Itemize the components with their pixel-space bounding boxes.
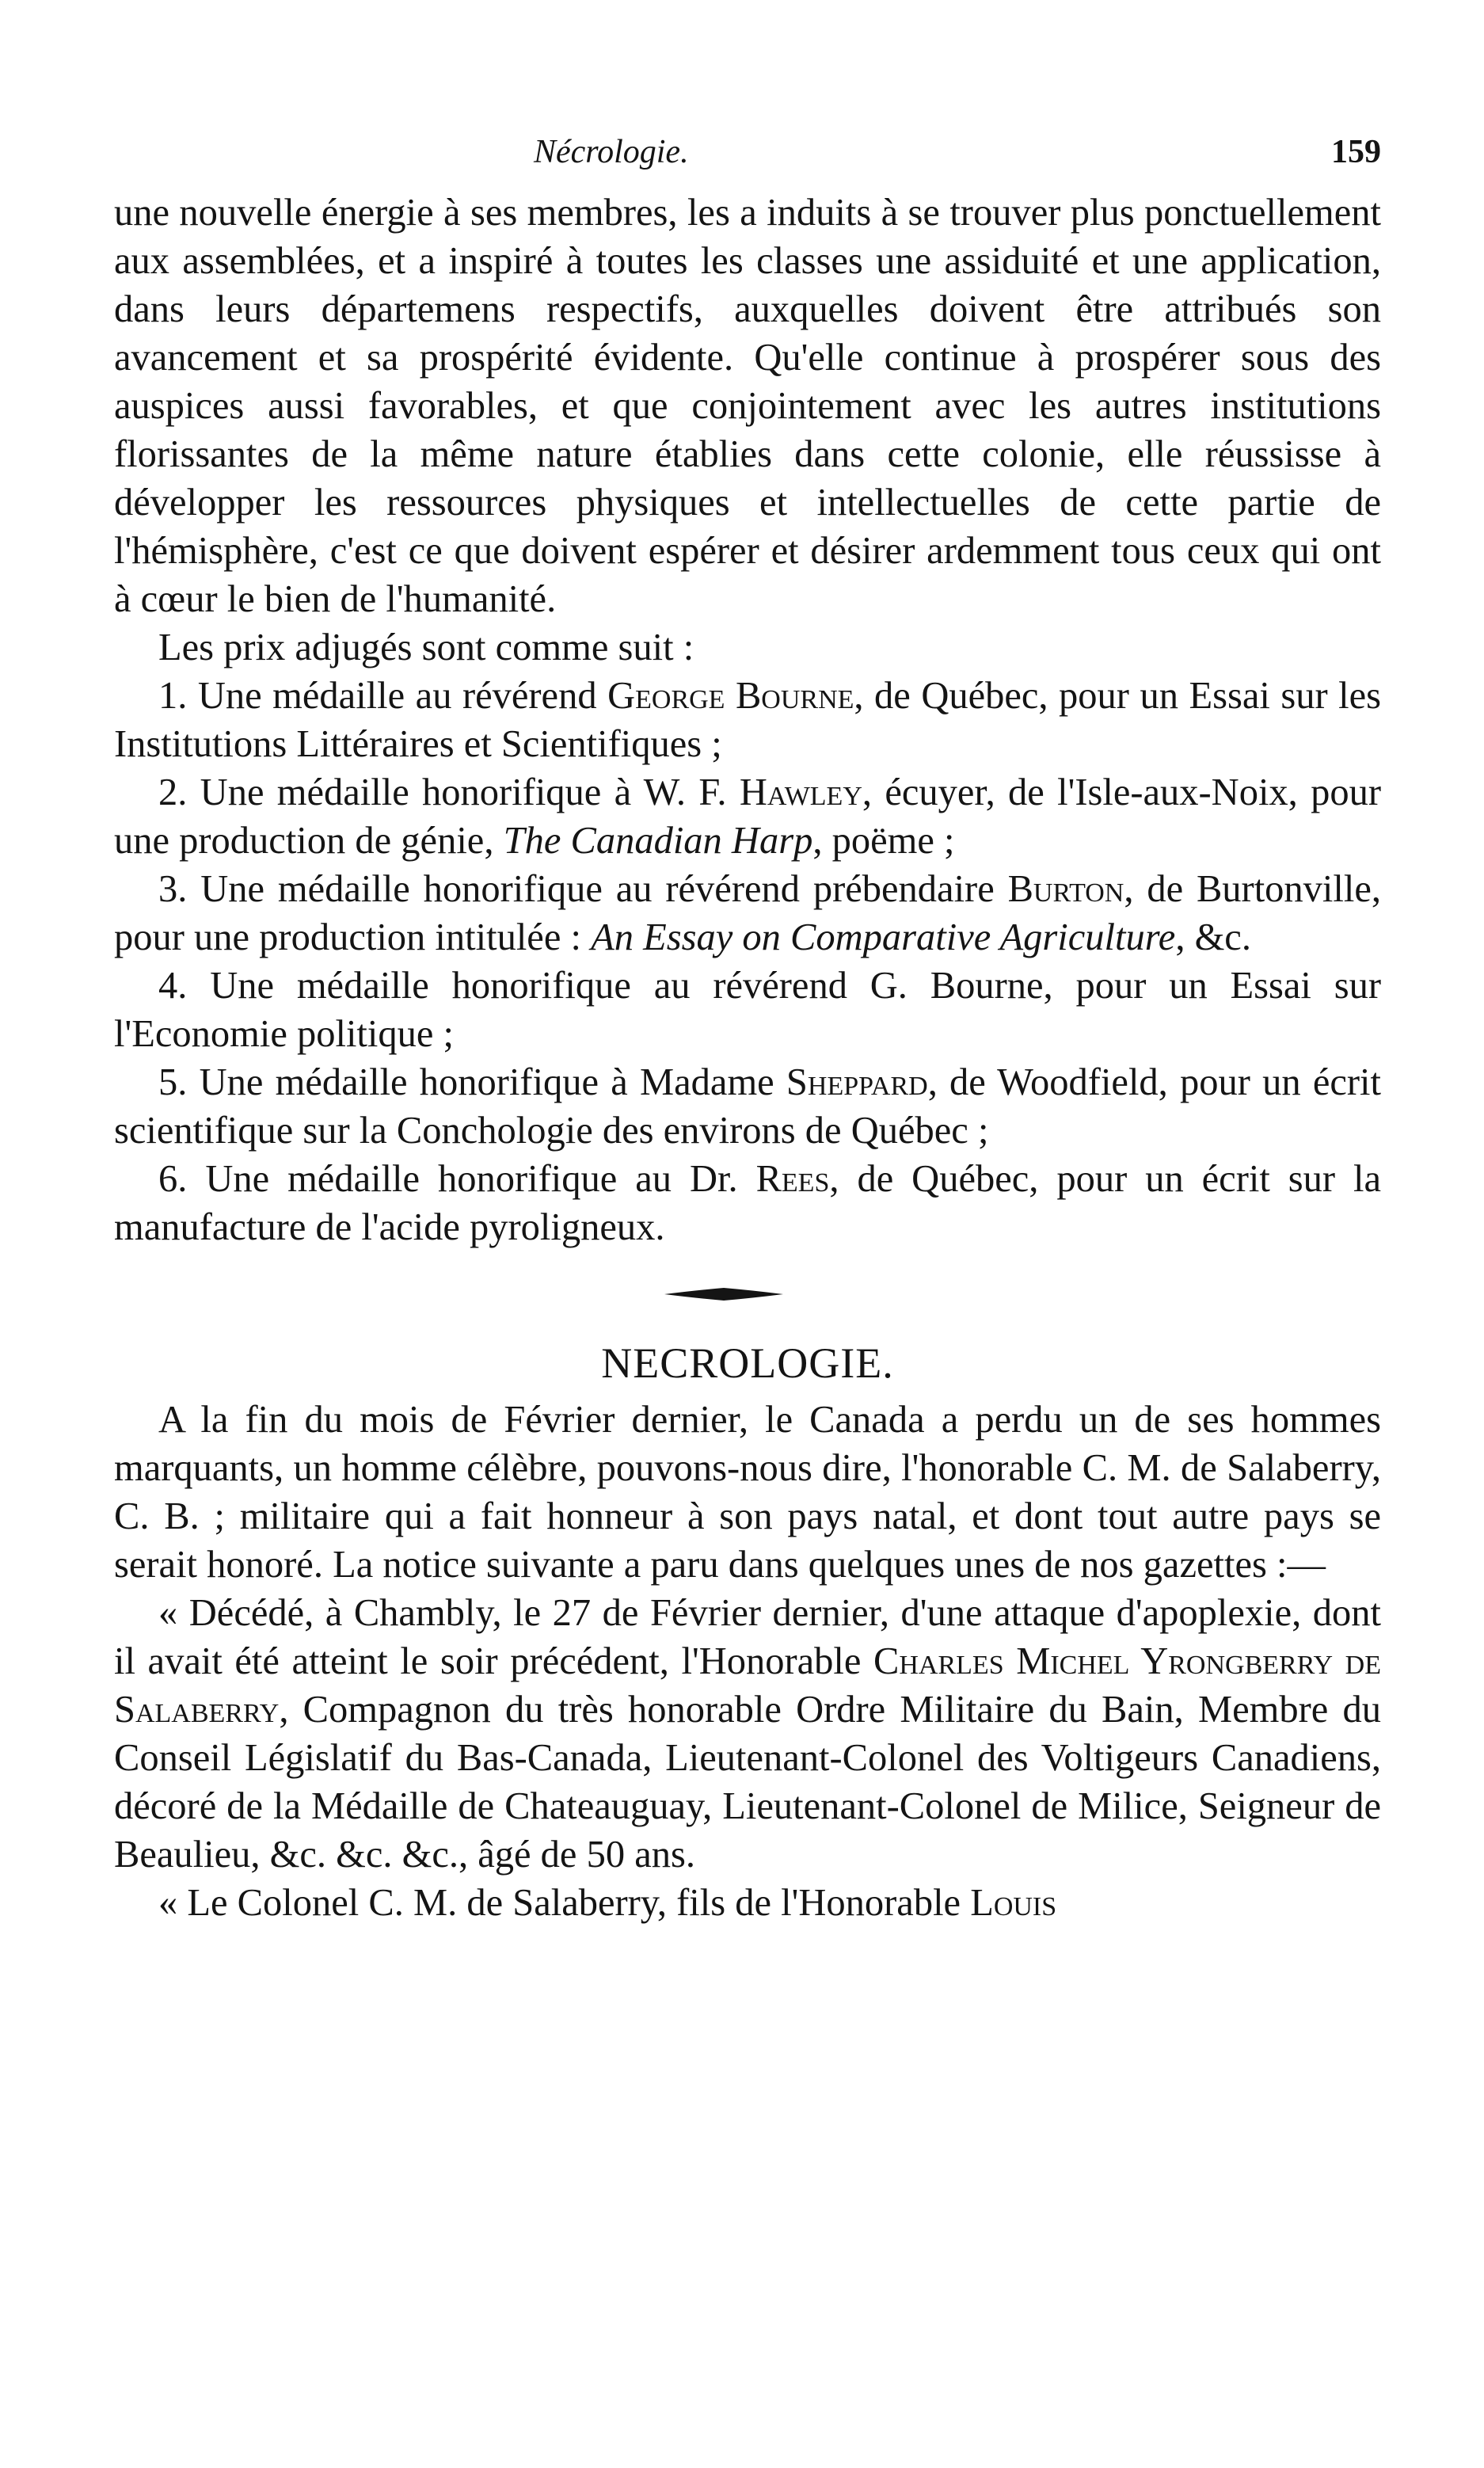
prize-5-text: 5. Une médaille honorifique à Madame xyxy=(158,1061,786,1103)
book-page xyxy=(114,133,1381,1927)
prize-item-2 xyxy=(114,768,1381,865)
body-text xyxy=(114,189,1381,1927)
prize-1-rest: , de Québec, pour un Essai sur les Institutions Littéraires et Scientifiques ; xyxy=(114,675,1381,765)
prize-3-middle: , de Burtonville, pour une production intitulée : xyxy=(114,868,1381,958)
running-title: Nécrologie. xyxy=(534,134,689,170)
death-notice-paragraph xyxy=(114,1589,1381,1879)
prize-2-text: 2. Une médaille honorifique à W. F. xyxy=(158,771,740,813)
prize-item-1 xyxy=(114,672,1381,768)
prize-2-rest: , poëme ; xyxy=(812,820,955,862)
prize-1-recipient: George Bourne xyxy=(607,675,854,717)
prize-5-recipient: Sheppard xyxy=(786,1061,928,1103)
prize-5-rest: , de Woodfield, pour un écrit scientifique sur la Conchologie des environs de Québec ; xyxy=(114,1061,1381,1152)
prize-item-4: 4. Une médaille honorifique au révérend G. Bourne, pour un Essai sur l'Economie politique ; xyxy=(114,965,1381,1055)
section-heading: NECROLOGIE. xyxy=(601,1339,894,1387)
prize-1-text: 1. Une médaille au révérend xyxy=(158,675,608,717)
biography-paragraph xyxy=(114,1879,1381,1927)
prize-item-3 xyxy=(114,865,1381,962)
continuation-paragraph: une nouvelle énergie à ses membres, les a induits à se trouver plus ponctuellement aux assemblées, et a inspiré à toutes les classes une assiduité et une application, dans leurs départemens respectifs, auxquelles doivent être attribués son avancement et sa prospérité évidente. Qu'elle continue à prospérer sous des auspices aussi favorables, et que conjointement avec les autres institutions florissantes de la même nature établies dans cette colonie, elle réussisse à développer les ressources physiques et intellectuelles de cette partie de l'hémisphère, c'est ce que doivent espérer et désirer ardemment tous ceux qui ont à cœur le bien de l'humanité. xyxy=(114,192,1381,620)
prize-3-rest: , &c. xyxy=(1175,916,1251,958)
ornament-rule-icon xyxy=(664,1286,783,1302)
prizes-intro: Les prix adjugés sont comme suit : xyxy=(158,627,694,668)
death-notice-rest: , Compagnon du très honorable Ordre Militaire du Bain, Membre du Conseil Législatif du Bas-Canada, Lieutenant-Colonel des Voltigeurs Canadiens, décoré de la Médaille de Chateauguay, Lieutenant-Colonel de Milice, Seigneur de Beaulieu, &c. &c. &c., âgé de 50 ans. xyxy=(114,1689,1381,1876)
prize-2-middle: , écuyer, de l'Isle-aux-Noix, pour une production de génie, xyxy=(114,771,1381,862)
section-divider xyxy=(114,1251,1381,1337)
prize-3-recipient: Burton xyxy=(1007,868,1124,910)
page-number: 159 xyxy=(1331,134,1381,170)
prize-3-text: 3. Une médaille honorifique au révérend prébendaire xyxy=(158,868,1008,910)
running-header xyxy=(114,133,1381,189)
prize-2-work-title: The Canadian Harp xyxy=(503,820,813,862)
deceased-name: Charles Michel Yrongberry de Salaberry xyxy=(114,1640,1381,1731)
prize-item-6 xyxy=(114,1155,1381,1251)
biography-text: « Le Colonel C. M. de Salaberry, fils de l'Honorable xyxy=(158,1882,971,1924)
father-name: Louis xyxy=(970,1882,1057,1924)
prize-6-text: 6. Une médaille honorifique au Dr. xyxy=(158,1158,756,1200)
prize-6-rest: , de Québec, pour un écrit sur la manufacture de l'acide pyroligneux. xyxy=(114,1158,1381,1248)
prize-2-recipient: Hawley xyxy=(739,771,862,813)
prize-6-recipient: Rees xyxy=(755,1158,830,1200)
death-notice-text: « Décédé, à Chambly, le 27 de Février dernier, d'une attaque d'apoplexie, dont il avait été atteint le soir précédent, l'Honorable xyxy=(114,1592,1381,1682)
necrology-intro-paragraph: A la fin du mois de Février dernier, le Canada a perdu un de ses hommes marquants, un homme célèbre, pouvons-nous dire, l'honorable C. M. de Salaberry, C. B. ; militaire qui a fait honneur à son pays natal, et dont tout autre pays se serait honoré. La notice suivante a paru dans quelques unes de nos gazettes :— xyxy=(114,1399,1381,1586)
prize-3-work-title: An Essay on Comparative Agriculture xyxy=(591,916,1176,958)
prize-item-5 xyxy=(114,1058,1381,1155)
